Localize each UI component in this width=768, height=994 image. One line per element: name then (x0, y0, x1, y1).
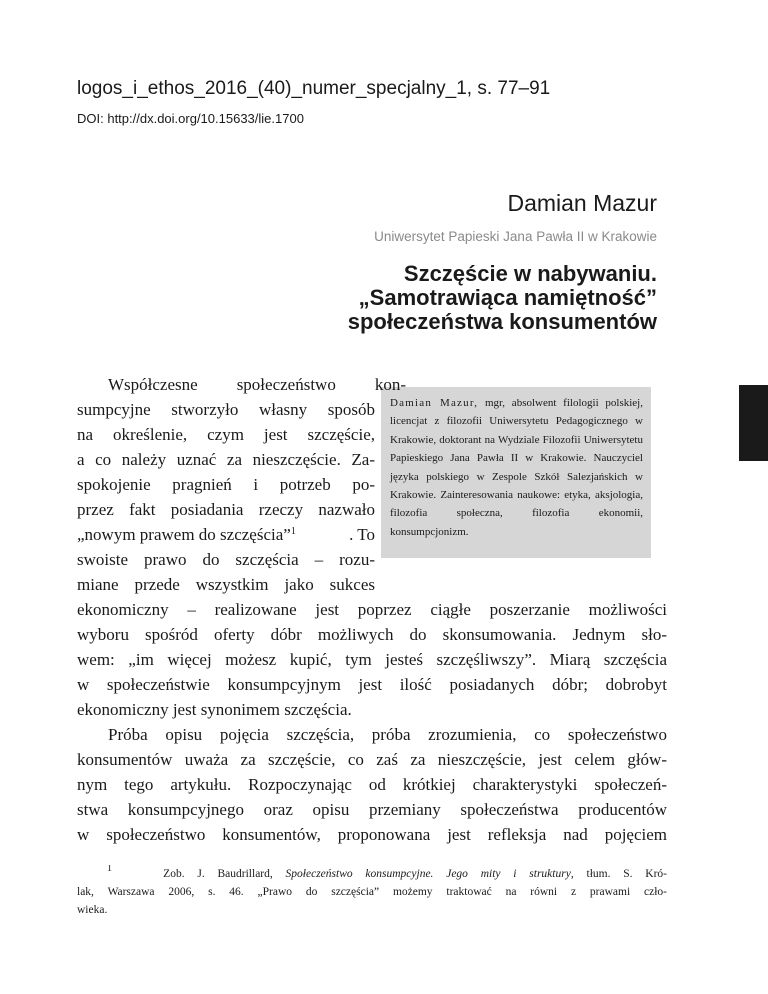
body-line-segment: . To (349, 525, 375, 544)
body-line: stwa konsumpcyjnego oraz opisu przemiany społeczeństwa producentów (77, 800, 667, 819)
footnote-line: wieka. (77, 904, 108, 916)
body-line: Współczesne społeczeństwo kon- (108, 375, 406, 394)
body-line-segment: „nowym prawem do szczęścia”$^1$ (77, 525, 296, 544)
doi: DOI: http://dx.doi.org/10.15633/lie.1700 (77, 111, 304, 126)
article-title (137, 262, 657, 334)
body-line (77, 522, 375, 547)
body-line: ekonomiczny – realizowane jest poprzez ciągłe poszerzanie możliwości (77, 600, 667, 619)
journal-reference: logos_i_ethos_2016_(40)_numer_specjalny_1, s. 77–91 (77, 78, 551, 99)
author-name: Damian Mazur (507, 190, 657, 216)
body-line: wyboru spośród oferty dóbr możliwych do skonsumowania. Jednym sło- (77, 625, 667, 644)
body-line: miane przede wszystkim jako sukces (77, 575, 375, 594)
section-tab-marker (739, 385, 768, 461)
bio-text: mgr, absolwent filologii polskiej, licencjat z filozofii Uniwersytetu Pedagogicznego w Krakowie, doktorant na Wydziale Filozofii Uniwersytetu Papieskiego Jana Pawła II w Krakowie. Nauczyciel języka polskiego w Zespole Szkół Salezjańskich w Krakowie. Zainteresowania naukowe: etyka, aksjologia, filozofia społeczna, filozofia ekonomii, konsumpcjonizm. (390, 397, 643, 538)
footnote-reference[interactable]: 1 (290, 526, 296, 537)
body-line: sumpcyjne stworzyło własny sposób (77, 400, 375, 419)
footnote-line: lak, Warszawa 2006, s. 46. „Prawo do szczęścia” możemy traktować na równi z prawami czło- (77, 886, 667, 898)
body-line: wem: „im więcej możesz kupić, tym jesteś szczęśliwszy”. Miarą szczęścia (77, 650, 667, 669)
body-line: spokojenie pragnień i potrzeb po- (77, 475, 375, 494)
author-affiliation: Uniwersytet Papieski Jana Pawła II w Krakowie (374, 229, 657, 244)
body-line: ekonomiczny jest synonimem szczęścia. (77, 700, 352, 719)
body-line: przez fakt posiadania rzeczy nazwało (77, 500, 375, 519)
body-line: konsumentów uważa za szczęście, co zaś za nieszczęście, jest celem głów- (77, 750, 667, 769)
footnote-number: 1 (107, 865, 112, 874)
bio-author-name: Damian Mazur, (390, 397, 479, 409)
body-line: a co należy uznać za nieszczęście. Za- (77, 450, 375, 469)
body-line: w społeczeństwo konsumentów, proponowana jest refleksja nad pojęciem (77, 825, 667, 844)
body-line: Próba opisu pojęcia szczęścia, próba zrozumienia, co społeczeństwo (108, 725, 667, 744)
body-line: swoiste prawo do szczęścia – rozu- (77, 550, 375, 569)
footnote-line (77, 865, 667, 883)
title-line: społeczeństwa konsumentów (347, 309, 657, 334)
body-line: na określenie, czym jest szczęście, (77, 425, 375, 444)
footnote-text: Zob. J. Baudrillard, (163, 868, 286, 880)
footnote (77, 865, 667, 919)
footnote-text: , tłum. S. Kró- (570, 868, 667, 880)
body-line: nym tego artykułu. Rozpoczynając od krótkiej charakterystyki społeczeń- (77, 775, 667, 794)
title-line: Szczęście w nabywaniu. (403, 261, 657, 286)
footnote-book-title: Społeczeństwo konsumpcyjne. Jego mity i struktury (285, 868, 571, 880)
body-line: w społeczeństwie konsumpcyjnym jest ilość posiadanych dóbr; dobrobyt (77, 675, 667, 694)
title-line: „Samotrawiąca namiętność” (358, 285, 657, 310)
article-body (77, 372, 667, 847)
